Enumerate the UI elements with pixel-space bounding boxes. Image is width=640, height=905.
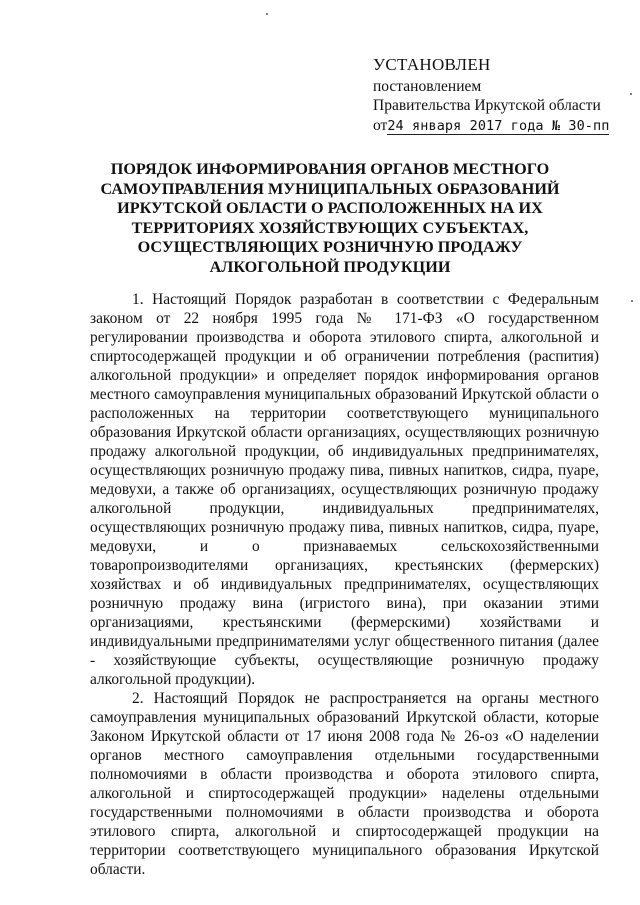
date-stamp: 24 января 2017 года № 30-пп bbox=[387, 117, 610, 134]
approval-line: постановлением bbox=[373, 77, 482, 95]
paragraph: 1. Настоящий Порядок разработан в соответствии с Федеральным законом от 22 ноября 1995 года № 171-ФЗ «О государственном регулировании производства и оборота этилового спирта, алкогольной и спиртосодержащей продукции и об ограничении потребления (распития) алкогольной продукции» и определяет порядок информирования органов местного самоуправления муниципальных образований Иркутской области о расположенных на территории соответствующего муниципального образования Иркутской области организациях, осуществляющих розничную продажу алкогольной продукции, об индивидуальных предпринимателях, осуществляющих розничную продажу пива, пивных напитков, сидра, пуаре, медовухи, а также об организациях, осуществляющих розничную продажу алкогольной продукции, индивидуальных предпринимателях, осуществляющих розничную продажу пива, пивных напитков, сидра, пуаре, медовухи, и о признаваемых сельскохозяйственными товаропроизводителями организациях, крестьянских (фермерских) хозяйствах и об индивидуальных предпринимателях, осуществляющих розничную продажу вина (игристого вина), при оказании этими организациями, крестьянскими (фермерскими) хозяйствами и индивидуальными предпринимателями услуг общественного питания (далее - хозяйствующие субъекты, осуществляющие розничную продажу алкогольной продукции). bbox=[90, 291, 599, 688]
scan-dot bbox=[631, 300, 633, 302]
date-prefix: от bbox=[373, 116, 388, 134]
scan-dot bbox=[266, 13, 268, 15]
document-body bbox=[90, 290, 599, 879]
paragraph: 2. Настоящий Порядок не распространяется на органы местного самоуправления муниципальных образований Иркутской области, которые Законом Иркутской области от 17 июня 2008 года № 26-оз «О наделении органов местного самоуправления отдельными государственными полномочиями в области производства и оборота этилового спирта, алкогольной и спиртосодержащей продукции» наделены отдельными государственными полномочиями в области производства и оборота этилового спирта, алкогольной и спиртосодержащей продукции на территории соответствующего муниципального образования Иркутской области. bbox=[90, 690, 599, 878]
document-title: ПОРЯДОК ИНФОРМИРОВАНИЯ ОРГАНОВ МЕСТНОГО САМОУПРАВЛЕНИЯ МУНИЦИПАЛЬНЫХ ОБРАЗОВАНИЙ ИРКУТСКОЙ ОБЛАСТИ О РАСПОЛОЖЕННЫХ НА ИХ ТЕРРИТОРИЯХ ХОЗЯЙСТВУЮЩИХ СУБЪЕКТАХ, ОСУЩЕСТВЛЯЮЩИХ РОЗНИЧНУЮ ПРОДАЖУ АЛКОГОЛЬНОЙ ПРОДУКЦИИ bbox=[100, 160, 560, 276]
approval-block bbox=[373, 55, 635, 136]
approval-line: Правительства Иркутской области bbox=[373, 97, 601, 114]
approval-title: УСТАНОВЛЕН bbox=[373, 55, 491, 74]
approval-date bbox=[373, 116, 635, 137]
